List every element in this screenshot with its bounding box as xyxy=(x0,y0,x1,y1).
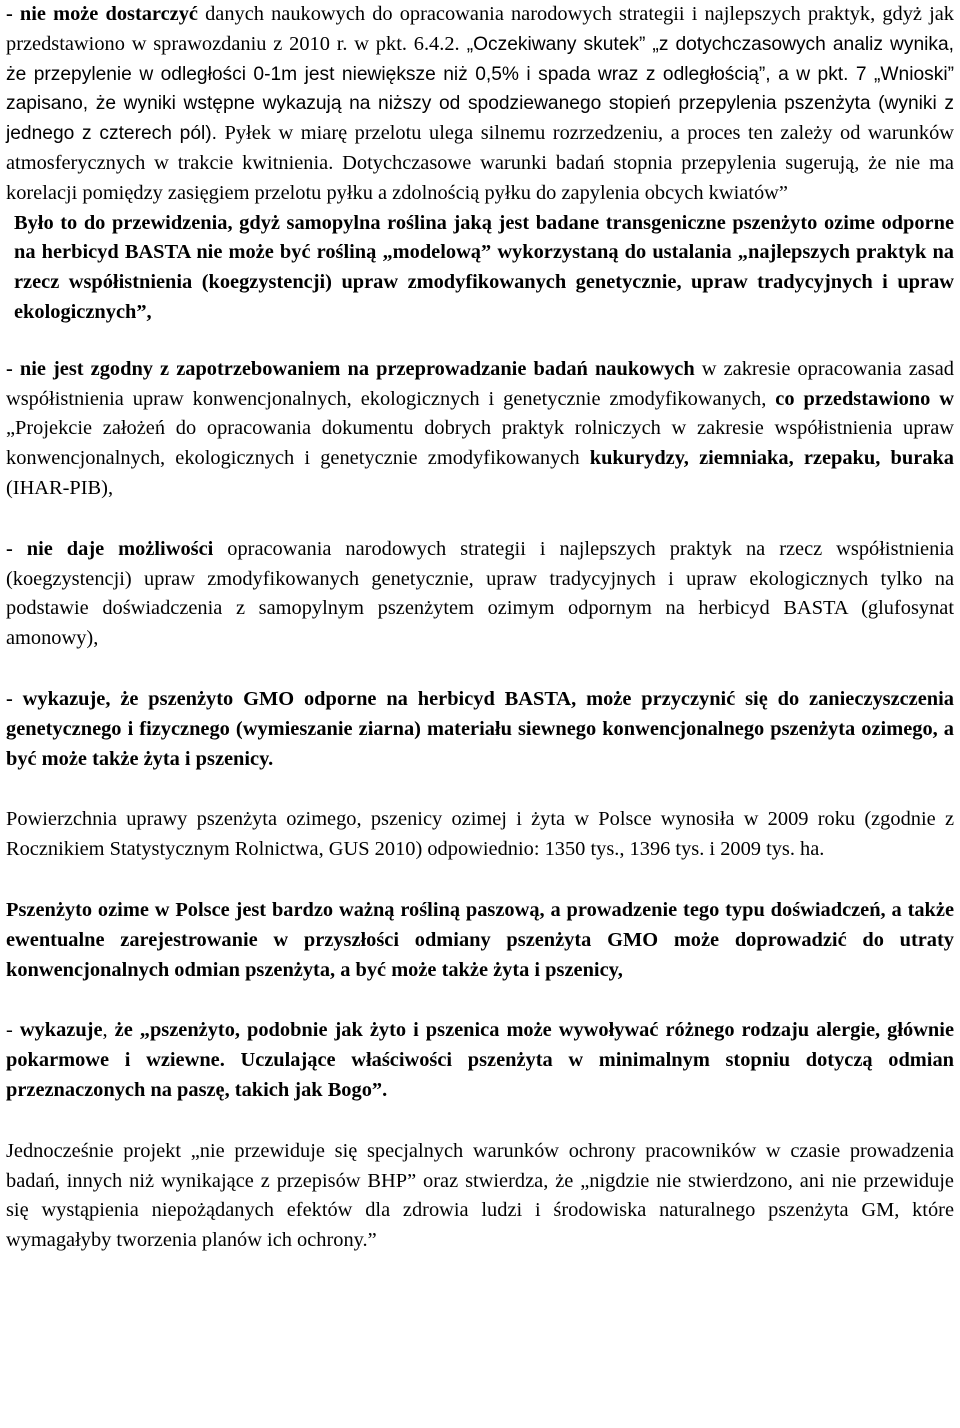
text-span: (IHAR-PIB), xyxy=(6,476,114,499)
paragraph-2 xyxy=(6,355,954,504)
bullet-lead: - nie może dostarczyć xyxy=(6,3,198,25)
spacer xyxy=(6,774,954,805)
text-span: „Projekcie założeń do opracowania dokumentu dobrych praktyk rolniczych w zakresie współistnienia upraw konwencjonalnych, ekologicznych i genetycznie zmodyfikowanych xyxy=(6,417,954,470)
text-span: opracowania narodowych strategii i najlepszych praktyk na rzecz współistnienia (koegzystencji) upraw zmodyfikowanych genetycznie, upraw tradycyjnych i upraw ekologicznych tylko na podstawie doświadczenia z samopylnym pszenżytem ozimym odpornym na herbicyd BASTA (glufosynat amonowy), xyxy=(6,537,954,650)
text-span: - xyxy=(6,1019,20,1042)
text-span-sans: „Oczekiwany skutek” „z dotychczasowych analiz wynika, że przepylenie w odległości 0-1m jest niewiększe niż 0,5% i spada wraz z odległością”, a w pkt. 7 „Wnioski” zapisano, że wyniki wstępne wykazują na niższy od spodziewanego stopień przepylenia pszenżyta (wyniki z jednego z czterech pól). xyxy=(6,33,955,145)
text-span: Dotychczasowe warunki badań stopnia przepylenia sugerują, że nie ma korelacji pomiędzy zasięgiem przelotu pyłku a zdolnością pyłku do zapylenia obcych kwiatów” xyxy=(6,151,954,204)
text-span-bold: co przedstawiono w xyxy=(775,387,954,410)
spacer xyxy=(6,504,954,535)
paragraph-4: - wykazuje, że pszenżyto GMO odporne na herbicyd BASTA, może przyczynić się do zanieczyszczenia genetycznego i fizycznego (wymieszanie ziarna) materiału siewnego konwencjonalnego pszenżyta ozimego, a być może także żyta i pszenicy. xyxy=(6,687,954,770)
spacer xyxy=(6,985,954,1016)
paragraph-6: Pszenżyto ozime w Polsce jest bardzo ważną rośliną paszową, a prowadzenie tego typu doświadczeń, a także ewentualne zarejestrowanie w przyszłości odmiany pszenżyta GMO może doprowadzić do utraty konwencjonalnych odmian pszenżyta, a być może także żyta i pszenicy, xyxy=(6,898,954,981)
bullet-lead: - nie daje możliwości xyxy=(6,537,214,560)
text-span-bold: wykazuje xyxy=(19,1019,103,1042)
spacer xyxy=(6,1106,954,1137)
bullet-lead: - nie jest zgodny z zapotrzebowaniem na przeprowadzanie badań naukowych xyxy=(6,357,695,380)
spacer xyxy=(6,328,954,355)
text-span: Pyłek w miarę przelotu ulega silnemu rozrzedzeniu, a proces ten zależy od warunków atmosferycznych w trakcie kwitnienia. xyxy=(6,122,955,174)
paragraph-1 xyxy=(6,0,954,209)
text-span-bold: kukurydzy, ziemniaka, rzepaku, buraka xyxy=(589,447,954,470)
paragraph-7 xyxy=(6,1016,954,1105)
paragraph-1-bold: Było to do przewidzenia, gdyż samopylna roślina jaką jest badane transgeniczne pszenżyto ozime odporne na herbicyd BASTA nie może być rośliną „modelową” wykorzystaną do ustalania „najlepszych praktyk na rzecz współistnienia (koegzystencji) upraw zmodyfikowanych genetycznie, upraw tradycyjnych i upraw ekologicznych”, xyxy=(14,211,954,323)
spacer xyxy=(6,654,954,685)
text-span: danych naukowych do opracowania narodowych strategii i najlepszych praktyk, gdyż jak przedstawiono w sprawozdaniu z 2010 r. w pkt. 6.4.2. xyxy=(6,3,955,55)
spacer xyxy=(6,865,954,896)
text-span: , xyxy=(102,1019,115,1042)
paragraph-5: Powierzchnia uprawy pszenżyta ozimego, pszenicy ozimej i żyta w Polsce wynosiła w 2009 roku (zgodnie z Rocznikiem Statystycznym Rolnictwa, GUS 2010) odpowiednio: 1350 tys., 1396 tys. i 2009 tys. ha. xyxy=(6,808,954,861)
paragraph-3 xyxy=(6,535,954,654)
text-span-bold: że „pszenżyto, podobnie jak żyto i pszenica może wywoływać różnego rodzaju alergie, głównie pokarmowe i wziewne. Uczulające właściwości pszenżyta w minimalnym stopniu dotyczą odmian przeznaczonych na paszę, takich jak Bogo”. xyxy=(6,1019,954,1101)
paragraph-8: Jednocześnie projekt „nie przewiduje się specjalnych warunków ochrony pracowników w czasie prowadzenia badań, innych niż wynikające z przepisów BHP” oraz stwierdza, że „nigdzie nie stwierdzono, ani nie przewiduje się wystąpienia niepożądanych efektów dla zdrowia ludzi i środowiska naturalnego pszenżyta GM, które wymagałyby tworzenia planów ich ochrony.” xyxy=(6,1139,954,1252)
text-span: w zakresie opracowania zasad współistnienia upraw konwencjonalnych, ekologicznych i genetycznie zmodyfikowanych, xyxy=(6,357,954,410)
